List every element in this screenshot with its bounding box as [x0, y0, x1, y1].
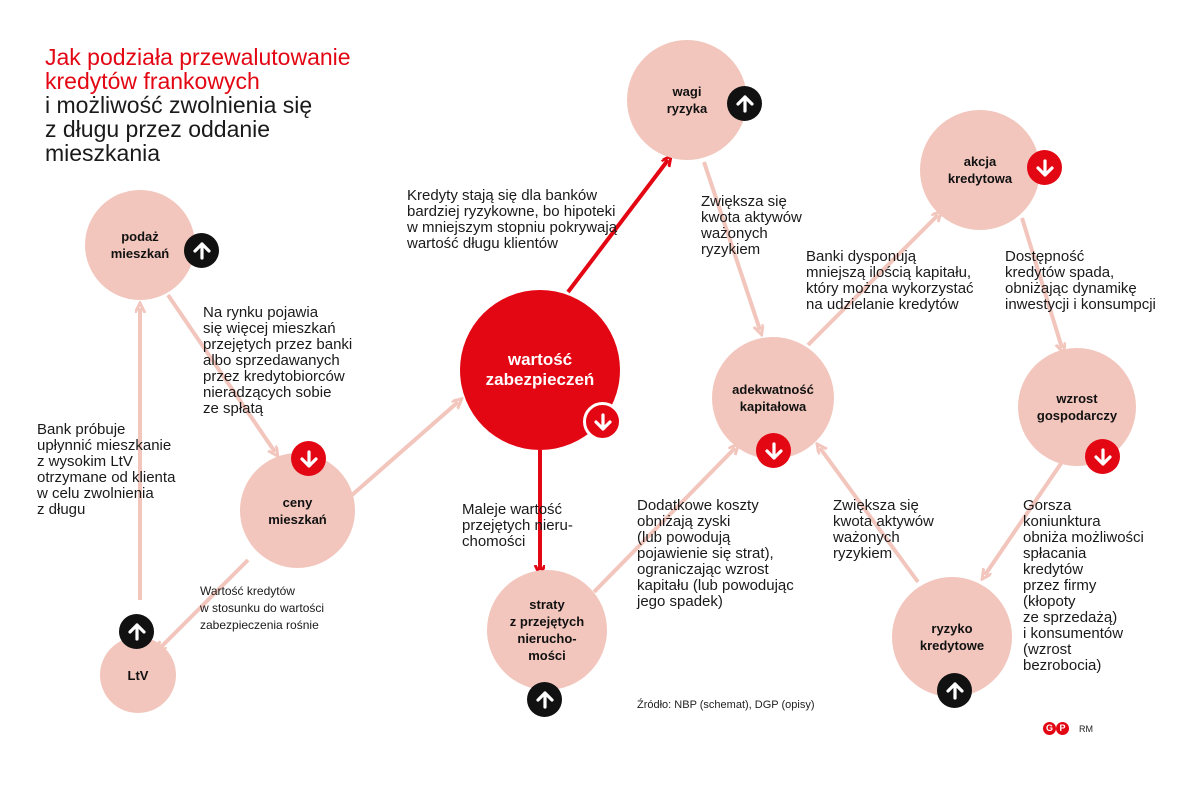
node-label: ryzyko kredytowe [919, 621, 985, 653]
node-podaz-mieszkan [85, 190, 195, 300]
desc-line: kredytów [1023, 561, 1084, 578]
arrow-down-icon [583, 402, 622, 441]
desc-line: zabezpieczenia rośnie [200, 618, 319, 632]
node-label: LtV [127, 667, 149, 683]
desc-line: inwestycji i konsumpcji [1005, 296, 1156, 313]
arrow-down-icon [1027, 150, 1062, 185]
desc-ryzyko-to-adekwatnosc [833, 498, 934, 562]
desc-line: ważonych [701, 225, 768, 242]
desc-line: i konsumentów [1023, 625, 1124, 642]
desc-line: (kłopoty [1023, 593, 1076, 610]
desc-line: Wartość kredytów [200, 584, 295, 598]
desc-line: upłynnić mieszkanie [37, 437, 172, 454]
page-title [45, 45, 351, 165]
desc-line: który można wykorzystać [806, 280, 974, 297]
node-label: adekwatność kapitałowa [732, 382, 814, 414]
desc-wagi-to-adekwatnosc [701, 194, 802, 258]
desc-line: Zwiększa się [701, 193, 787, 210]
desc-line: wartość długu klientów [407, 235, 558, 252]
desc-line: obniżając dynamikę [1005, 280, 1137, 297]
node-label: akcja kredytowa [947, 154, 1013, 186]
desc-line: Banki dysponują [806, 248, 917, 265]
author-initials: RM [1079, 724, 1093, 734]
desc-line: obniża możliwości [1023, 529, 1144, 546]
desc-line: na udzielanie kredytów [806, 296, 959, 313]
desc-line: kwota aktywów [701, 209, 802, 226]
desc-line: jego spadek) [637, 593, 723, 610]
desc-line: ograniczając wzrost [637, 561, 769, 578]
desc-line: kwota aktywów [833, 513, 934, 530]
arrow-up-icon [527, 682, 562, 717]
desc-line: przez kredytobiorców [203, 368, 345, 385]
desc-line: kredytów spada, [1005, 264, 1115, 281]
title-line-1: Jak podziała przewalutowanie [45, 44, 351, 70]
desc-wartosc-to-straty [462, 502, 573, 550]
desc-line: z wysokim LtV [37, 453, 133, 470]
desc-line: przejętych przez banki [203, 336, 353, 353]
desc-wartosc-to-wagi [407, 188, 617, 252]
desc-line: Dodatkowe koszty [637, 497, 759, 514]
node-straty [487, 570, 607, 690]
node-label: wagi ryzyka [666, 84, 708, 116]
arrow-up-icon [119, 614, 154, 649]
desc-line: otrzymane od klienta [37, 469, 176, 486]
desc-line: spłacania [1023, 545, 1087, 562]
desc-line: Gorsza [1023, 497, 1072, 514]
desc-line: przejętych nieru- [462, 517, 573, 534]
desc-line: w mniejszym stopniu pokrywają [407, 219, 618, 236]
desc-line: w celu zwolnienia [37, 485, 154, 502]
desc-line: Na rynku pojawia [203, 304, 319, 321]
node-label: wzrost gospodarczy [1036, 391, 1118, 423]
desc-line: Bank próbuje [37, 421, 126, 438]
desc-line: ryzykiem [833, 545, 893, 562]
arrow-up-icon [727, 86, 762, 121]
desc-line: pojawienie się strat), [637, 545, 774, 562]
arrow-down-icon [291, 441, 326, 476]
arrow-up-icon [184, 233, 219, 268]
desc-line: Kredyty stają się dla banków [407, 187, 598, 204]
desc-line: ze spłatą [203, 400, 264, 417]
desc-line: bardziej ryzykowne, bo hipoteki [407, 203, 616, 220]
desc-line: chomości [462, 533, 526, 550]
title-line-3: i możliwość zwolnienia się [45, 92, 313, 118]
desc-line: Dostępność [1005, 248, 1085, 265]
desc-line: nieradzących sobie [203, 384, 332, 401]
arrow-up-icon [937, 673, 972, 708]
arrow-down-icon [1085, 439, 1120, 474]
desc-line: mniejszą ilością kapitału, [806, 264, 972, 281]
desc-line: w stosunku do wartości [200, 601, 325, 615]
logo-letter-g: G [1043, 722, 1056, 735]
node-label: wartość zabezpieczeń [485, 350, 595, 389]
arrow-down-icon [756, 433, 791, 468]
title-line-5: mieszkania [45, 140, 161, 166]
desc-line: obniżają zyski [637, 513, 731, 530]
desc-line: albo sprzedawanych [203, 352, 340, 369]
logo-letter-p: P [1056, 722, 1069, 735]
desc-line: się więcej mieszkań [203, 320, 336, 337]
desc-line: przez firmy [1023, 577, 1097, 594]
node-label: podaż mieszkań [110, 229, 170, 261]
arrow-ceny-to-wartosc [352, 402, 458, 495]
node-akcja-kredytowa [920, 110, 1040, 230]
desc-line: z długu [37, 501, 86, 518]
desc-line: ryzykiem [701, 241, 761, 258]
desc-line: (wzrost [1023, 641, 1072, 658]
desc-line: bezrobocia) [1023, 657, 1102, 674]
desc-podaz-to-ceny [203, 305, 352, 417]
desc-line: ważonych [833, 529, 900, 546]
node-label: ceny mieszkań [268, 494, 327, 527]
publisher-logo [1043, 722, 1071, 738]
desc-line: Zwiększa się [833, 497, 919, 514]
desc-line: (lub powodują [637, 529, 731, 546]
desc-ceny-to-ltv [200, 583, 324, 634]
node-label: straty z przejętych nierucho- mości [509, 597, 585, 663]
desc-line: Maleje wartość [462, 501, 563, 518]
desc-line: ze sprzedażą) [1023, 609, 1118, 626]
desc-akcja-to-wzrost [1005, 249, 1156, 313]
desc-straty-to-adekwatnosc [637, 498, 794, 610]
title-line-4: z długu przez oddanie [45, 116, 271, 142]
desc-line: kapitału (lub powodując [637, 577, 794, 594]
source-note: Źródło: NBP (schemat), DGP (opisy) [637, 699, 815, 711]
desc-adekwatnosc-to-akcja [806, 249, 974, 313]
desc-wzrost-to-ryzyko [1023, 498, 1144, 674]
desc-line: koniunktura [1023, 513, 1101, 530]
desc-ltv-to-podaz [37, 422, 175, 518]
title-line-2: kredytów frankowych [45, 68, 260, 94]
